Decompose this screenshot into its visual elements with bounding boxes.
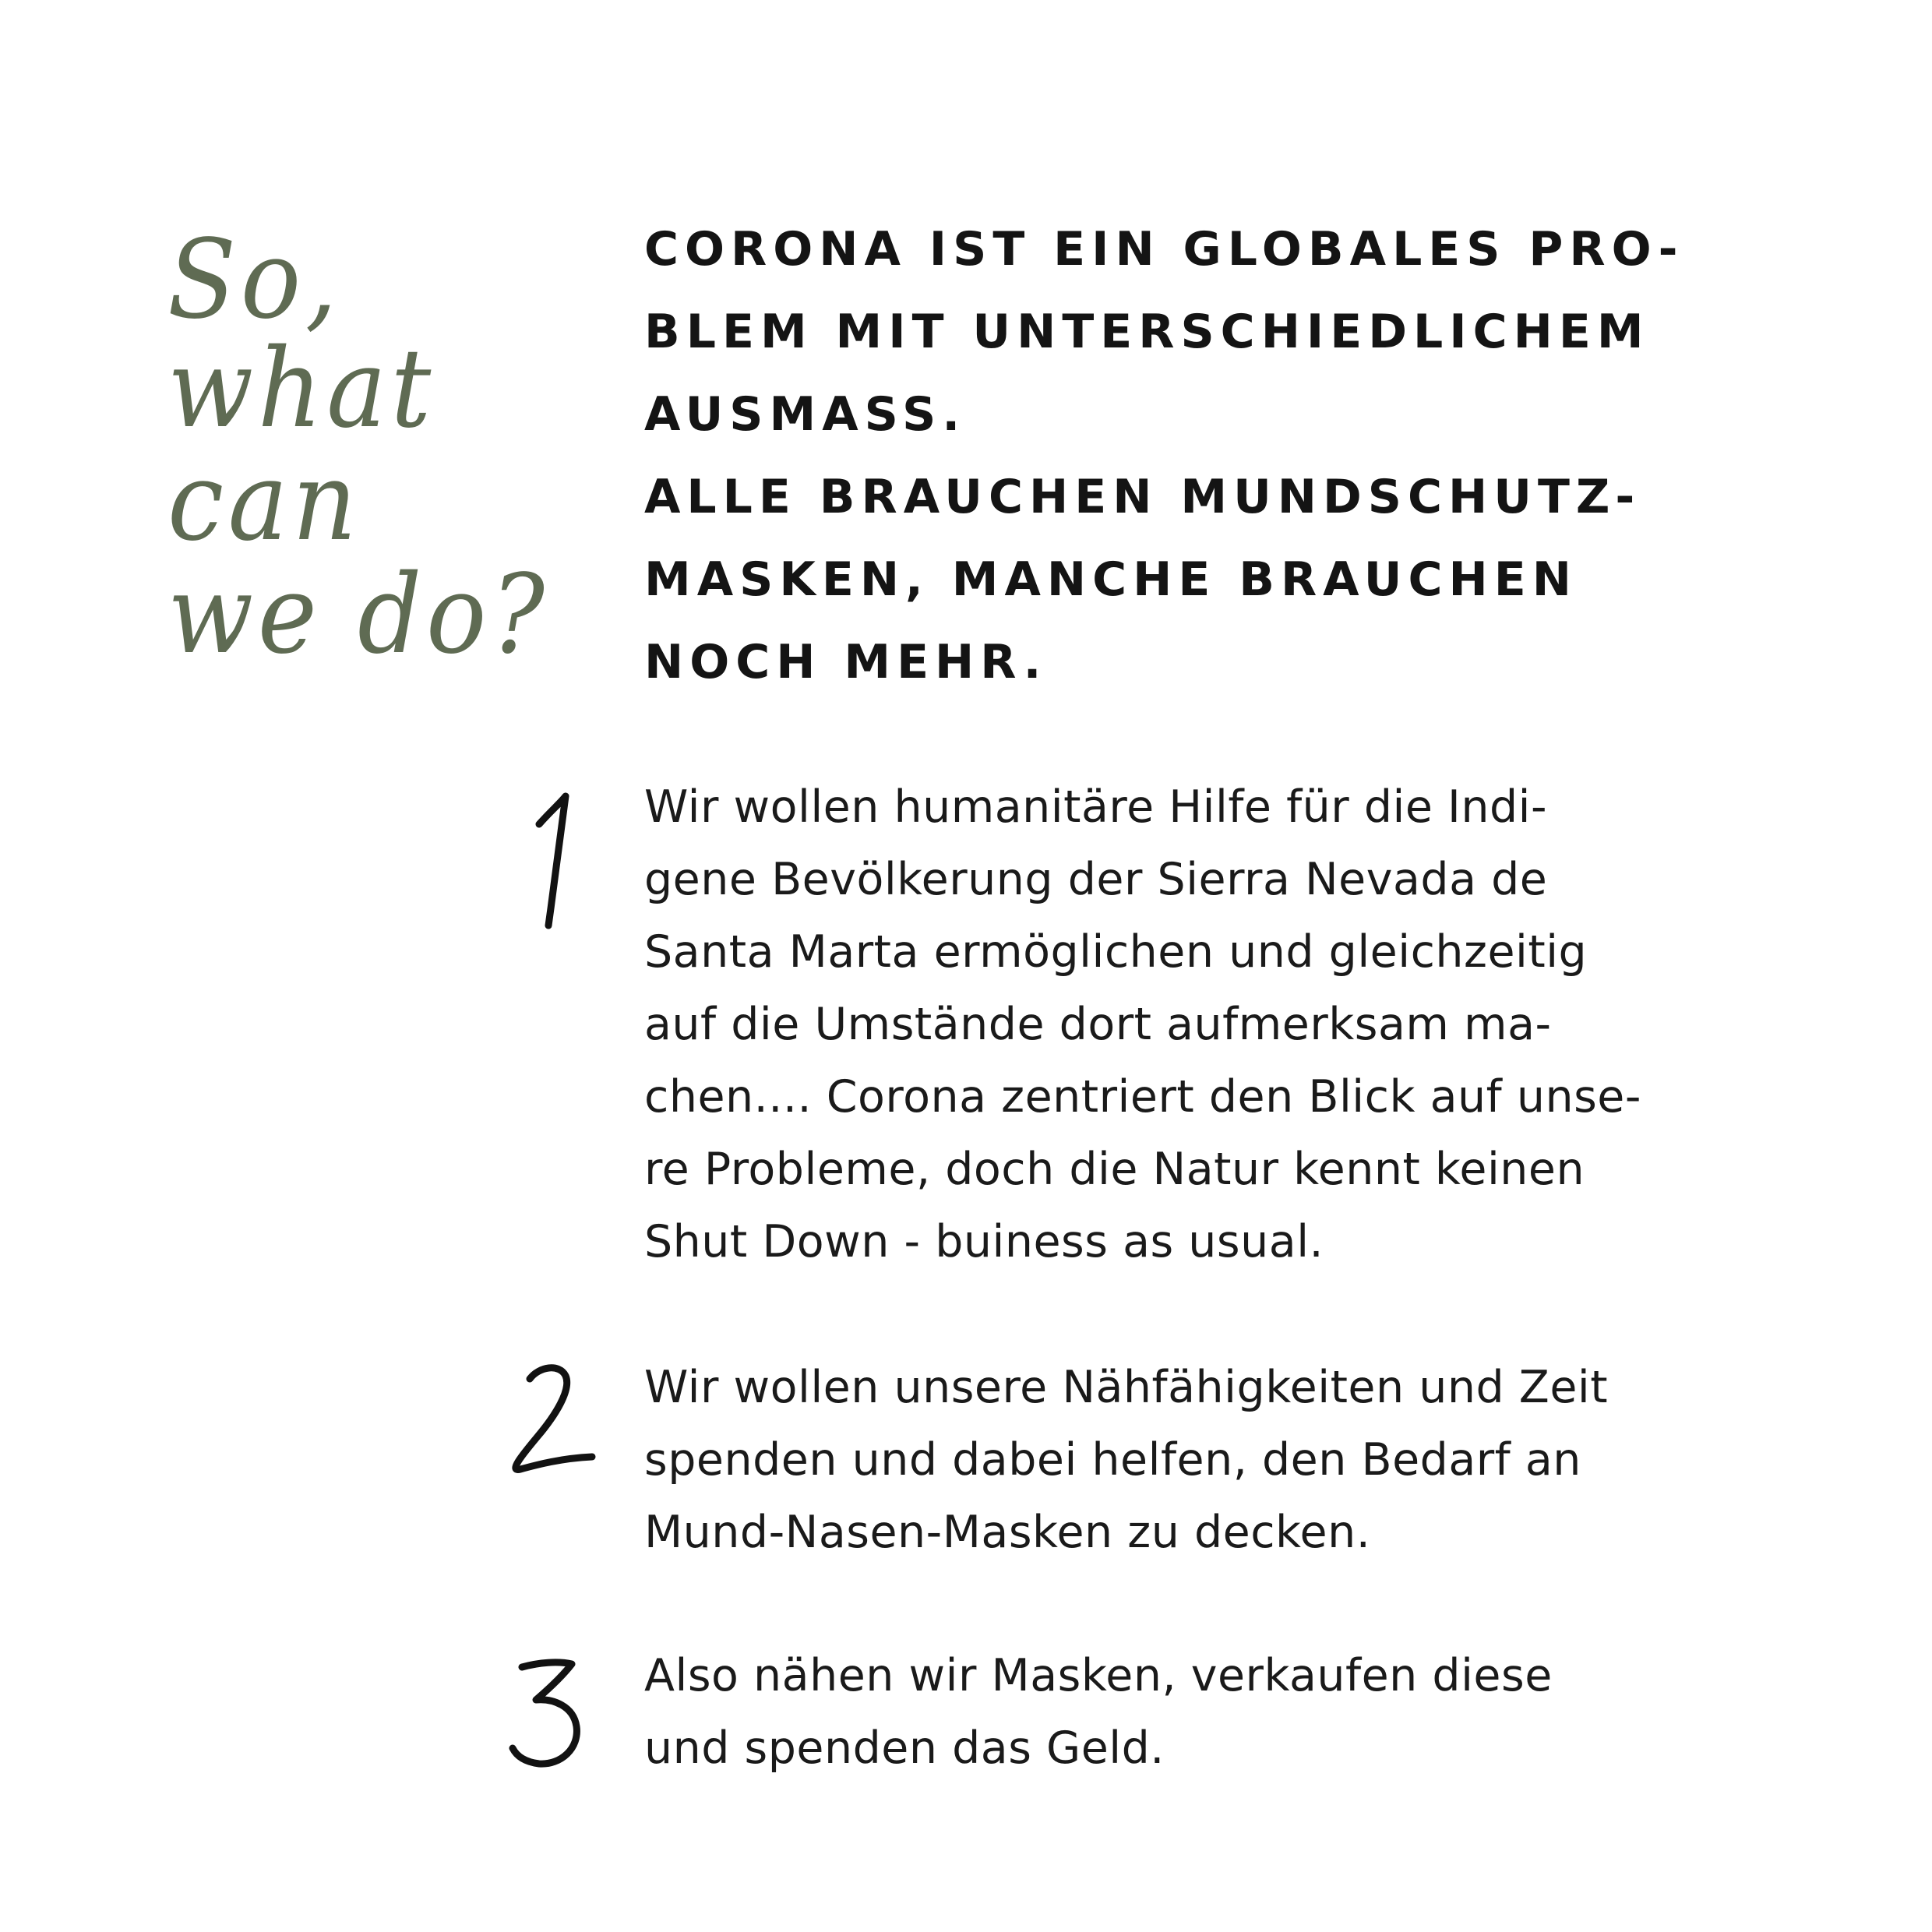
- item-text-line: Wir wollen unsere Nähfähigkeiten und Zeit: [644, 1362, 1609, 1413]
- item-text-line: chen.... Corona zentriert den Blick auf unse-: [644, 1071, 1641, 1123]
- item-text-1: [644, 771, 1774, 1278]
- item-number-3: [499, 1652, 615, 1807]
- headline-line: ALLE BRAUCHEN MUNDSCHUTZ-: [644, 470, 1641, 524]
- handwritten-number-three: [499, 1652, 615, 1776]
- headline-line: MASKEN, MANCHE BRAUCHEN: [644, 552, 1578, 607]
- item-text-2: [644, 1352, 1774, 1569]
- item-text-line: gene Bevölkerung der Sierra Nevada de: [644, 854, 1548, 905]
- handwritten-title: [167, 217, 549, 693]
- item-text-line: Mund-Nasen-Masken zu decken.: [644, 1507, 1371, 1558]
- headline-line: NOCH MEHR.: [644, 635, 1048, 689]
- item-text-line: und spenden das Geld.: [644, 1722, 1165, 1774]
- handwritten-title-line: can: [167, 439, 361, 566]
- headline-line: CORONA IST EIN GLOBALES PRO-: [644, 222, 1684, 277]
- item-text-line: re Probleme, doch die Natur kennt keinen: [644, 1144, 1585, 1195]
- handwritten-title-line: what: [167, 326, 435, 453]
- item-text-line: Also nähen wir Masken, verkaufen diese: [644, 1650, 1553, 1701]
- handwritten-number-one: [499, 787, 615, 943]
- headline-line: AUSMASS.: [644, 387, 967, 442]
- item-number-2: [499, 1356, 615, 1511]
- headline-line: BLEM MIT UNTERSCHIEDLICHEM: [644, 305, 1650, 359]
- handwritten-title-line: we do?: [167, 552, 549, 679]
- handwritten-number-two: [499, 1356, 615, 1480]
- item-text-3: [644, 1640, 1774, 1785]
- item-text-line: Shut Down - buiness as usual.: [644, 1216, 1324, 1267]
- item-text-line: Wir wollen humanitäre Hilfe für die Indi-: [644, 781, 1548, 833]
- item-number-1: [499, 787, 615, 943]
- item-text-line: spenden und dabei helfen, den Bedarf an: [644, 1434, 1581, 1486]
- headline: [644, 222, 1774, 721]
- item-text-line: Santa Marta ermöglichen und gleichzeitig: [644, 926, 1588, 978]
- item-text-line: auf die Umstände dort aufmerksam ma-: [644, 999, 1552, 1050]
- handwritten-title-line: So,: [167, 217, 342, 344]
